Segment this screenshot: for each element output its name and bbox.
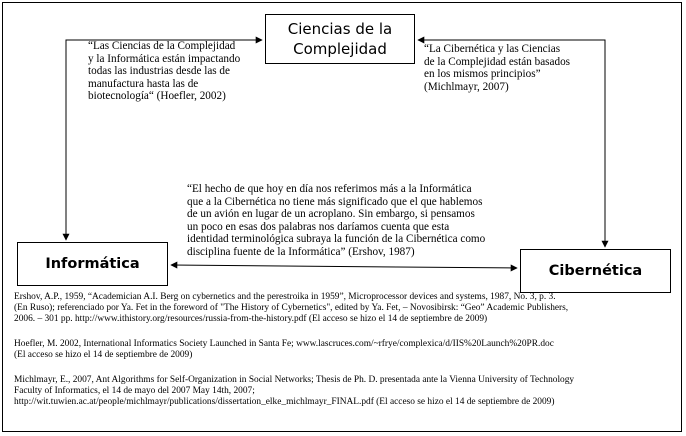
reference-line: Ershov, A.P., 1959, “Academician A.I. Berg on cybernetics and the perestroika in 1959”, Microprocessor devices and systems, 1987, No. 3, p. 3. (14, 292, 556, 302)
quote-line: identidad terminológica subraya la función de la Cibernética como (187, 233, 486, 246)
quote-line: biotecnología“ (Hoefler, 2002) (88, 90, 226, 103)
node-informatics (17, 242, 168, 286)
quote-line: manufactura hasta las de (88, 77, 199, 90)
quote-line: de un avión en lugar de un acroplano. Sin embargo, si pensamos (187, 208, 475, 221)
arrow-informatics-cybernetics (171, 265, 517, 268)
quote-line: “El hecho de que hoy en día nos referimos más a la Informática (187, 183, 472, 195)
reference-line: (En Ruso); referenciado por Ya. Fet in the foreword of "The History of Cybernetics", edited by Ya. Fet, – Novosibirsk: “Geo” Academic Publishers, (14, 303, 569, 313)
quote-line: disciplina fuente de la Informática” (Ershov, 1987) (187, 245, 415, 258)
reference-line: 2006. – 301 pp. http://www.ithistory.org/resources/russia-from-the-history.pdf (El acceso se hizo el 14 de septiembre de 2009) (14, 314, 488, 324)
reference-ershov (14, 292, 678, 325)
node-complexity-sciences (265, 14, 415, 64)
quote-hoefler (88, 40, 240, 103)
reference-line: Faculty of Informatics, el 14 de mayo del 2007 May 14th, 2007; (14, 386, 255, 396)
node-top-line: Ciencias de la (287, 20, 393, 38)
reference-line: Michlmayr, E., 2007, Ant Algorithms for Self-Organization in Social Networks; Thesis de Ph. D. presentada ante la Vienna University of Technology (14, 375, 575, 385)
node-cybernetics-label: Cibernética (548, 263, 643, 279)
reference-line: (El acceso se hizo el 14 de septiembre de 2009) (14, 350, 193, 360)
quote-line: de la Complejidad están basados (424, 55, 571, 68)
quote-line: que a la Cibernética no tiene más significado que el que hablemos (187, 195, 483, 208)
quote-ershov (187, 183, 485, 259)
reference-michlmayr (14, 375, 678, 408)
reference-line: Hoefler, M. 2002, International Informatics Society Launched in Santa Fe; www.lascruces.com/~rfrye/complexica/d/IIS%20Launch%20PR.doc (14, 339, 554, 349)
quote-line: todas las industrias desde las de (88, 65, 230, 78)
quote-line: en los mismos principios” (424, 68, 541, 81)
node-top-line: Complejidad (293, 40, 387, 58)
quote-line: (Michlmayr, 2007) (424, 80, 509, 93)
node-cybernetics (520, 249, 671, 293)
quote-line: y la Informática están impactando (88, 52, 241, 65)
node-informatics-label: Informática (45, 256, 140, 272)
references (14, 292, 678, 418)
quote-line: “La Cibernética y las Ciencias (424, 43, 561, 55)
reference-hoefler (14, 339, 678, 361)
quote-michlmayr (424, 43, 570, 93)
reference-line: http://wit.tuwien.ac.at/people/michlmayr/publications/dissertation_elke_michlmayr_FINAL.pdf (El acceso se hizo el 14 de septiembre de 2009) (14, 397, 555, 407)
quote-line: “Las Ciencias de la Complejidad (88, 40, 236, 52)
quote-line: un poco en esas dos palabras nos daríamos cuenta que esta (187, 220, 450, 233)
